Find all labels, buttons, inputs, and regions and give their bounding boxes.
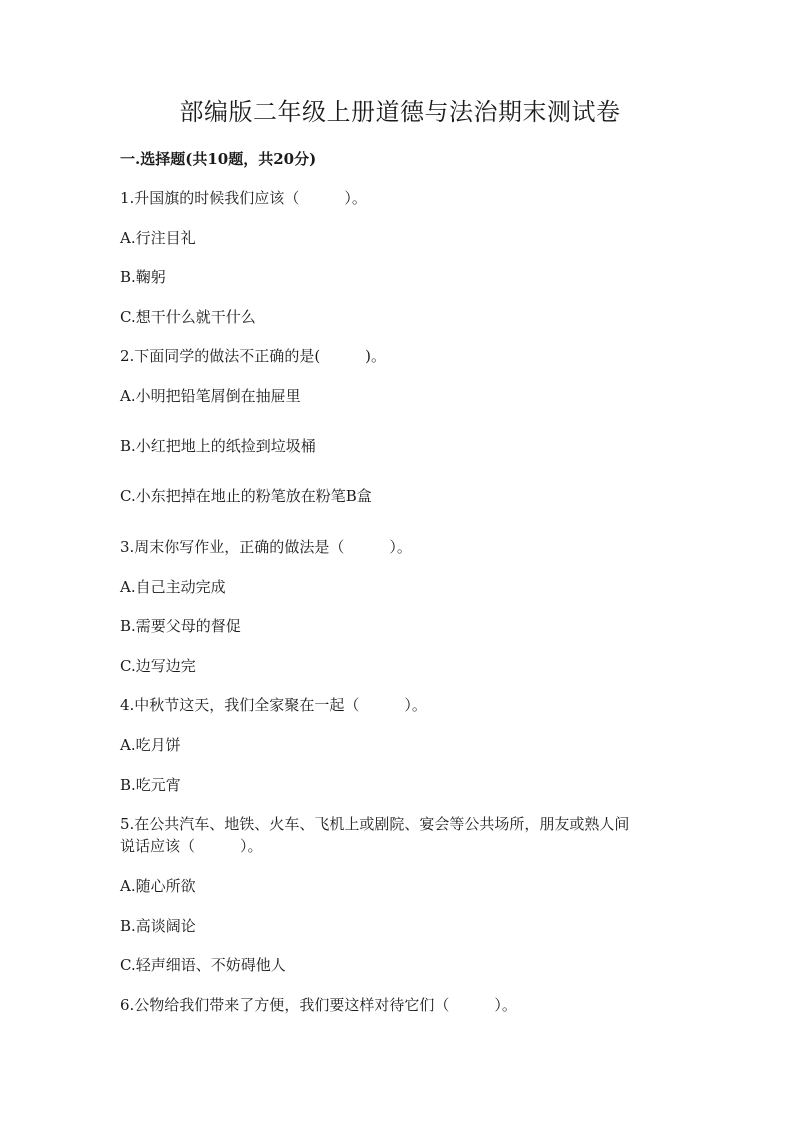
question-5-option-a: A.随心所欲 <box>120 877 196 895</box>
question-1-option-b: B.鞠躬 <box>120 268 166 286</box>
question-5-option-b: B.高谈阔论 <box>120 917 196 935</box>
exam-title: 部编版二年级上册道德与法治期末测试卷 <box>179 98 621 126</box>
question-6-stem: 6.公物给我们带来了方便，我们要这样对待它们（ ）。 <box>120 996 517 1014</box>
question-2-option-c: C.小东把掉在地止的粉笔放在粉笔B盒 <box>120 487 372 505</box>
question-4-option-b: B.吃元宵 <box>120 776 181 794</box>
question-2-option-b: B.小红把地上的纸捡到垃圾桶 <box>120 437 316 455</box>
question-5-option-c: C.轻声细语、不妨碍他人 <box>120 956 286 974</box>
question-3-option-c: C.边写边完 <box>120 657 196 675</box>
question-3-option-b: B.需要父母的督促 <box>120 617 241 635</box>
question-5-stem-line-1: 5.在公共汽车、地铁、火车、飞机上或剧院、宴会等公共场所，朋友或熟人间 <box>120 815 630 833</box>
question-2-option-a: A.小明把铅笔屑倒在抽屉里 <box>120 387 301 405</box>
question-4-stem: 4.中秋节这天，我们全家聚在一起（ ）。 <box>120 696 427 714</box>
question-3-option-a: A.自己主动完成 <box>120 578 226 596</box>
question-1-option-a: A.行注目礼 <box>120 229 196 247</box>
section-heading: 一.选择题(共10题，共20分) <box>120 150 317 168</box>
question-3-stem: 3.周末你写作业，正确的做法是（ ）。 <box>120 538 412 556</box>
question-4-option-a: A.吃月饼 <box>120 736 181 754</box>
question-2-stem: 2.下面同学的做法不正确的是( )。 <box>120 347 387 365</box>
question-5-stem-line-2: 说话应该（ ）。 <box>120 837 263 855</box>
question-1-stem: 1.升国旗的时候我们应该（ ）。 <box>120 189 367 207</box>
question-1-option-c: C.想干什么就干什么 <box>120 308 256 326</box>
